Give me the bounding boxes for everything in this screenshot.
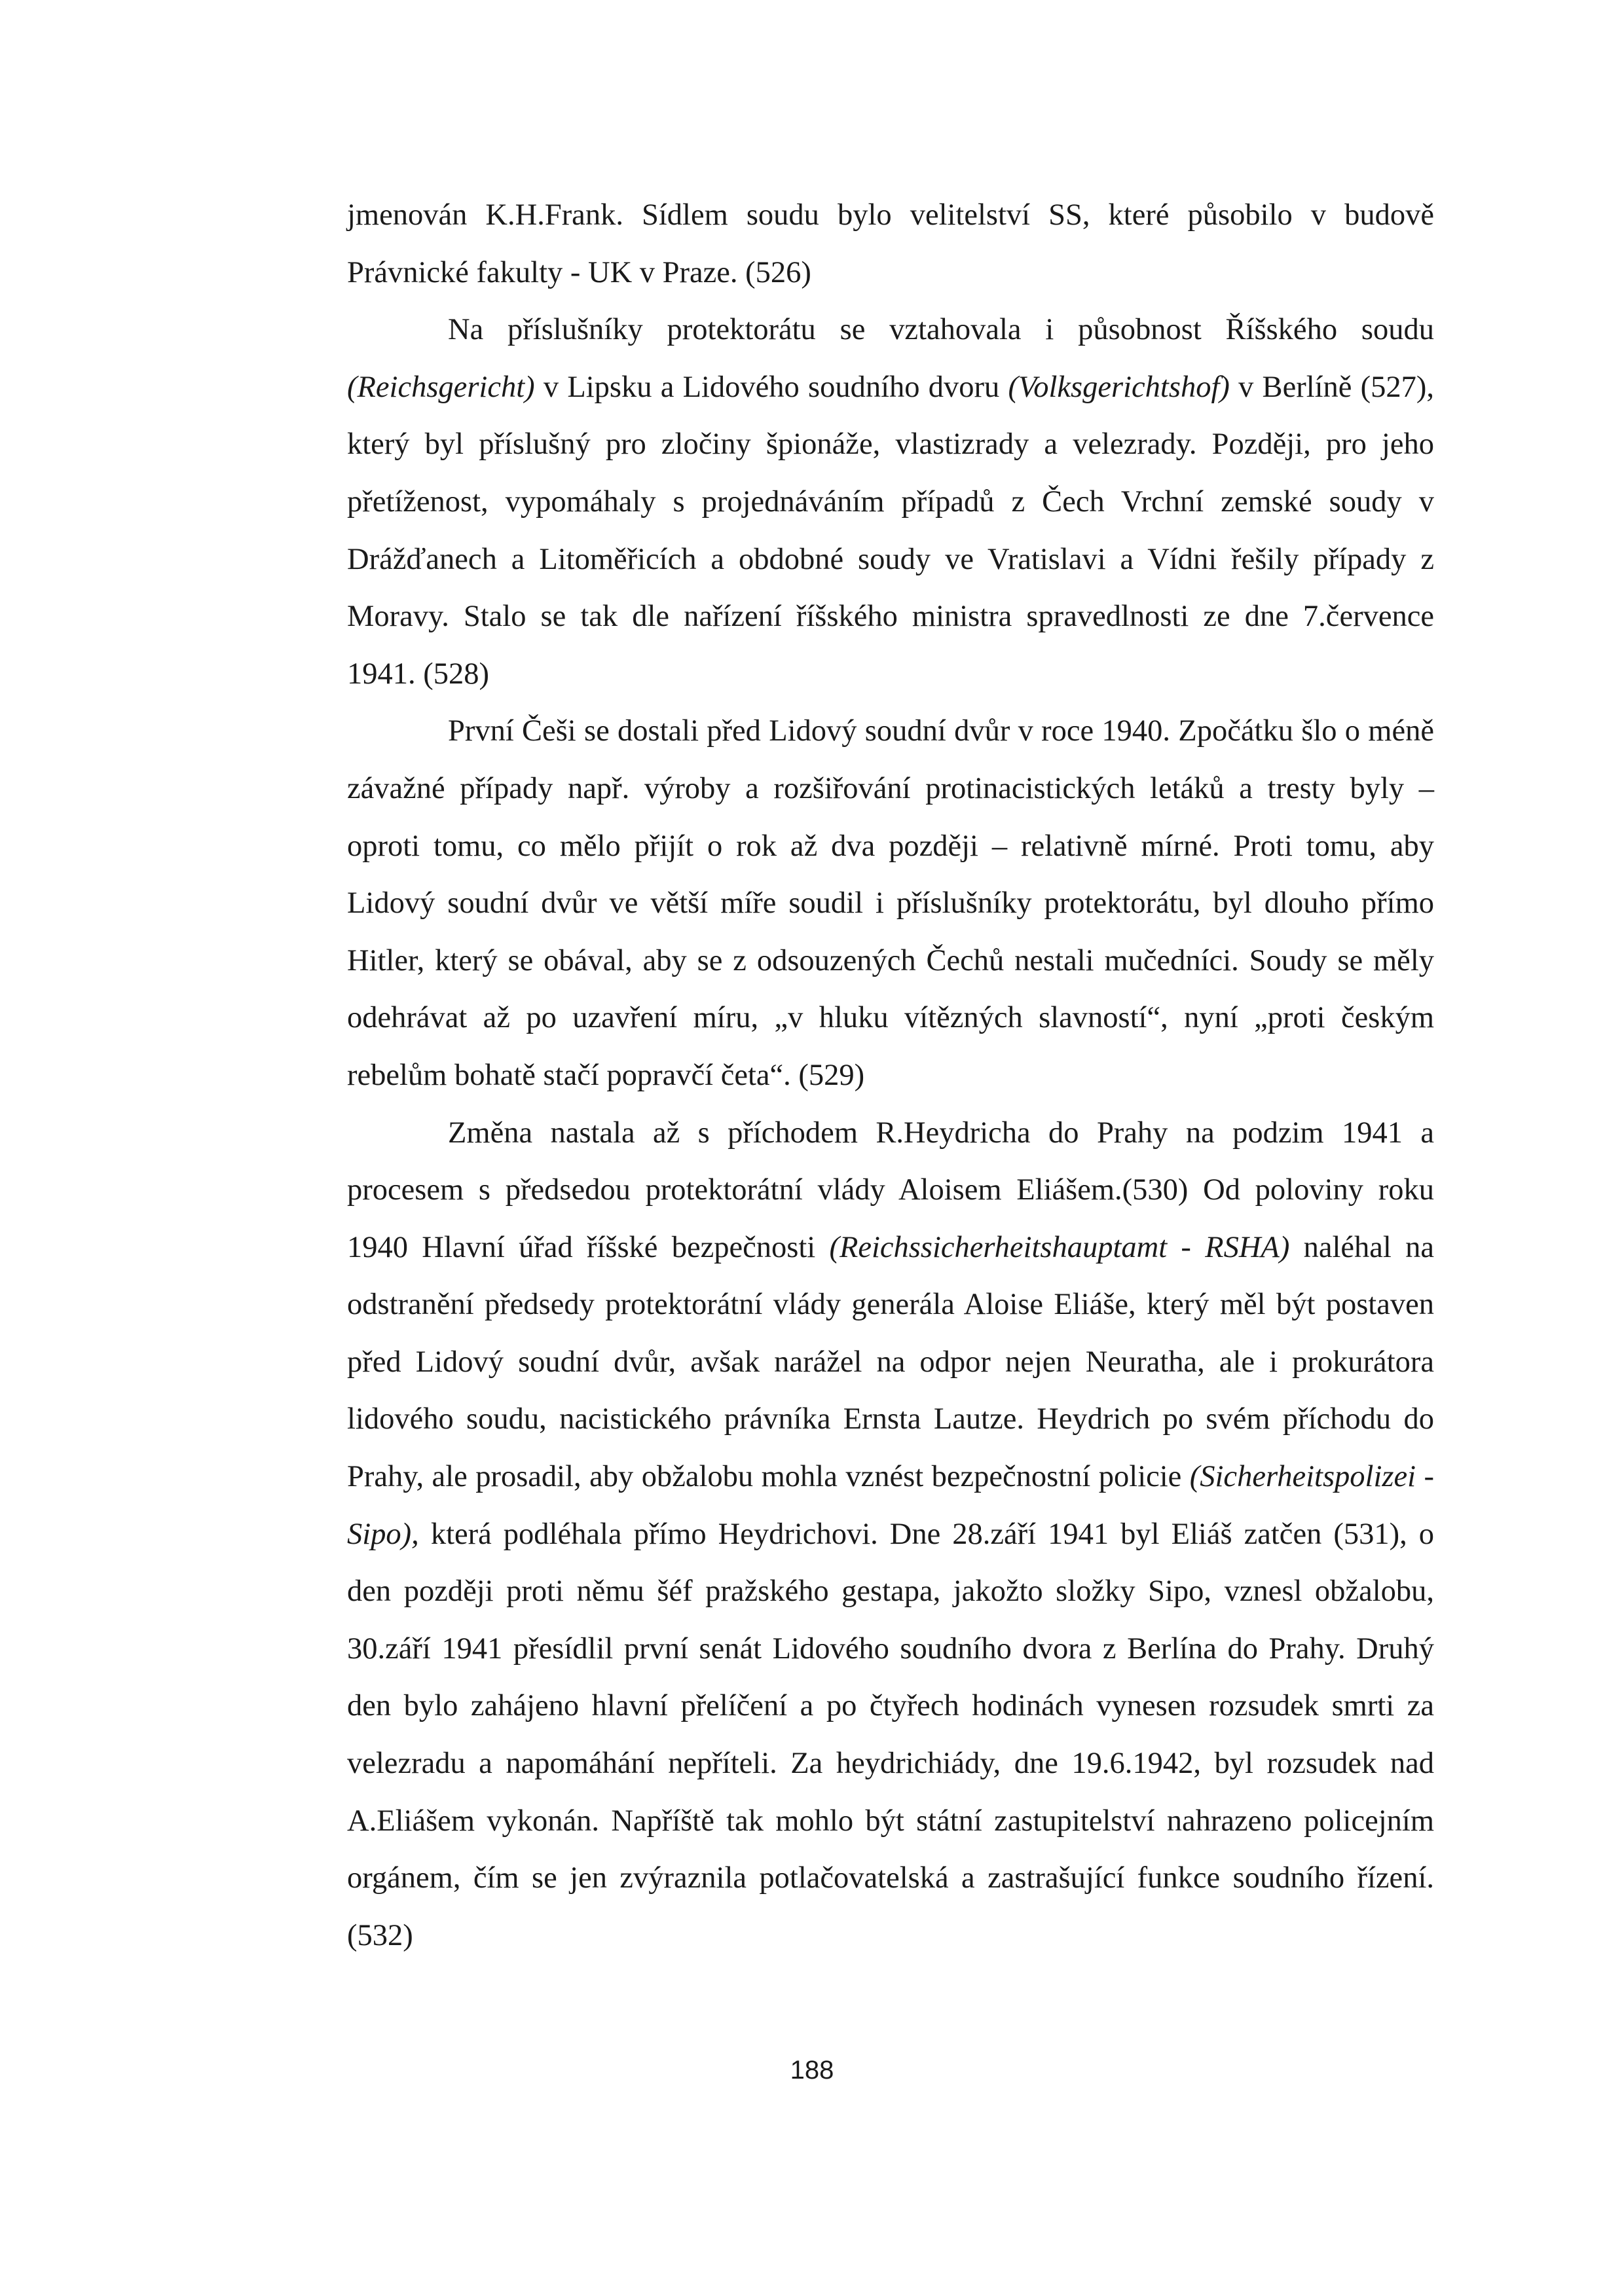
paragraph-4-text-1: Změna nastala až s příchodem R.Heydricha do Prahy na podzim 1941 a procesem s předsedou protektorátní vlády Aloisem Eliášem.(530) Od poloviny roku 1940 Hlavní úřad říšské bezpečnosti <box>347 1116 1434 1264</box>
page-body <box>347 187 1434 1964</box>
paragraph-4-text-2: naléhal na odstranění předsedy protektorátní vlády generála Aloise Eliáše, který měl být postaven před Lidový soudní dvůr, avšak narážel na odpor nejen Neuratha, ale i prokurátora lidového soudu, nacistického právníka Ernsta Lautze. Heydrich po svém příchodu do Prahy, ale prosadil, aby obžalobu mohla vznést bezpečnostní policie <box>347 1230 1434 1494</box>
paragraph-1-text: jmenován K.H.Frank. Sídlem soudu bylo velitelství SS, které působilo v budově Právnické fakulty - UK v Praze. (526) <box>347 198 1434 289</box>
paragraph-4-text-3: která podléhala přímo Heydrichovi. Dne 28.září 1941 byl Eliáš zatčen (531), o den později proti němu šéf pražského gestapa, jakožto složky Sipo, vznesl obžalobu, 30.září 1941 přesídlil první senát Lidového soudního dvora z Berlína do Prahy. Druhý den bylo zahájeno hlavní přelíčení a po čtyřech hodinách vynesen rozsudek smrti za velezradu a napomáhání nepříteli. Za heydrichiády, dne 19.6.1942, byl rozsudek nad A.Eliášem vykonán. Napříště tak mohlo být státní zastupitelství nahrazeno policejním orgánem, čím se jen zvýraznila potlačovatelská a zastrašující funkce soudního řízení. (532) <box>347 1517 1434 1952</box>
paragraph-3-text: První Češi se dostali před Lidový soudní dvůr v roce 1940. Zpočátku šlo o méně závažné případy např. výroby a rozšiřování protinacistických letáků a tresty byly – oproti tomu, co mělo přijít o rok až dva později – relativně mírné. Proti tomu, aby Lidový soudní dvůr ve větší míře soudil i příslušníky protektorátu, byl dlouho přímo Hitler, který se obával, aby se z odsouzených Čechů nestali mučedníci. Soudy se měly odehrávat až po uzavření míru, „v hluku vítězných slavností“, nyní „proti českým rebelům bohatě stačí popravčí četa“. (529) <box>347 714 1434 1092</box>
term-volksgerichtshof: (Volksgerichtshof) <box>1008 370 1230 404</box>
page-number: 188 <box>790 2056 834 2085</box>
paragraph-2 <box>347 301 1434 702</box>
term-sicherheitspolizei: (Sicherheitspolizei - Sipo), <box>347 1460 1434 1551</box>
paragraph-2-text-1: Na příslušníky protektorátu se vztahovala i působnost Říšského soudu <box>448 313 1434 347</box>
term-reichssicherheitshauptamt: (Reichssicherheitshauptamt - RSHA) <box>829 1230 1290 1264</box>
paragraph-2-text-2: v Lipsku a Lidového soudního dvoru <box>534 370 1008 404</box>
paragraph-1 <box>347 187 1434 301</box>
paragraph-2-text-3: v Berlíně (527), který byl příslušný pro zločiny špionáže, vlastizrady a velezrady. Později, pro jeho přetíženost, vypomáhaly s projednáváním případů z Čech Vrchní zemské soudy v Drážďanech a Litoměřicích a obdobné soudy ve Vratislavi a Vídni řešily případy z Moravy. Stalo se tak dle nařízení říšského ministra spravedlnosti ze dne 7.července 1941. (528) <box>347 370 1434 691</box>
paragraph-3 <box>347 702 1434 1104</box>
term-reichsgericht: (Reichsgericht) <box>347 370 535 404</box>
paragraph-4 <box>347 1104 1434 1965</box>
